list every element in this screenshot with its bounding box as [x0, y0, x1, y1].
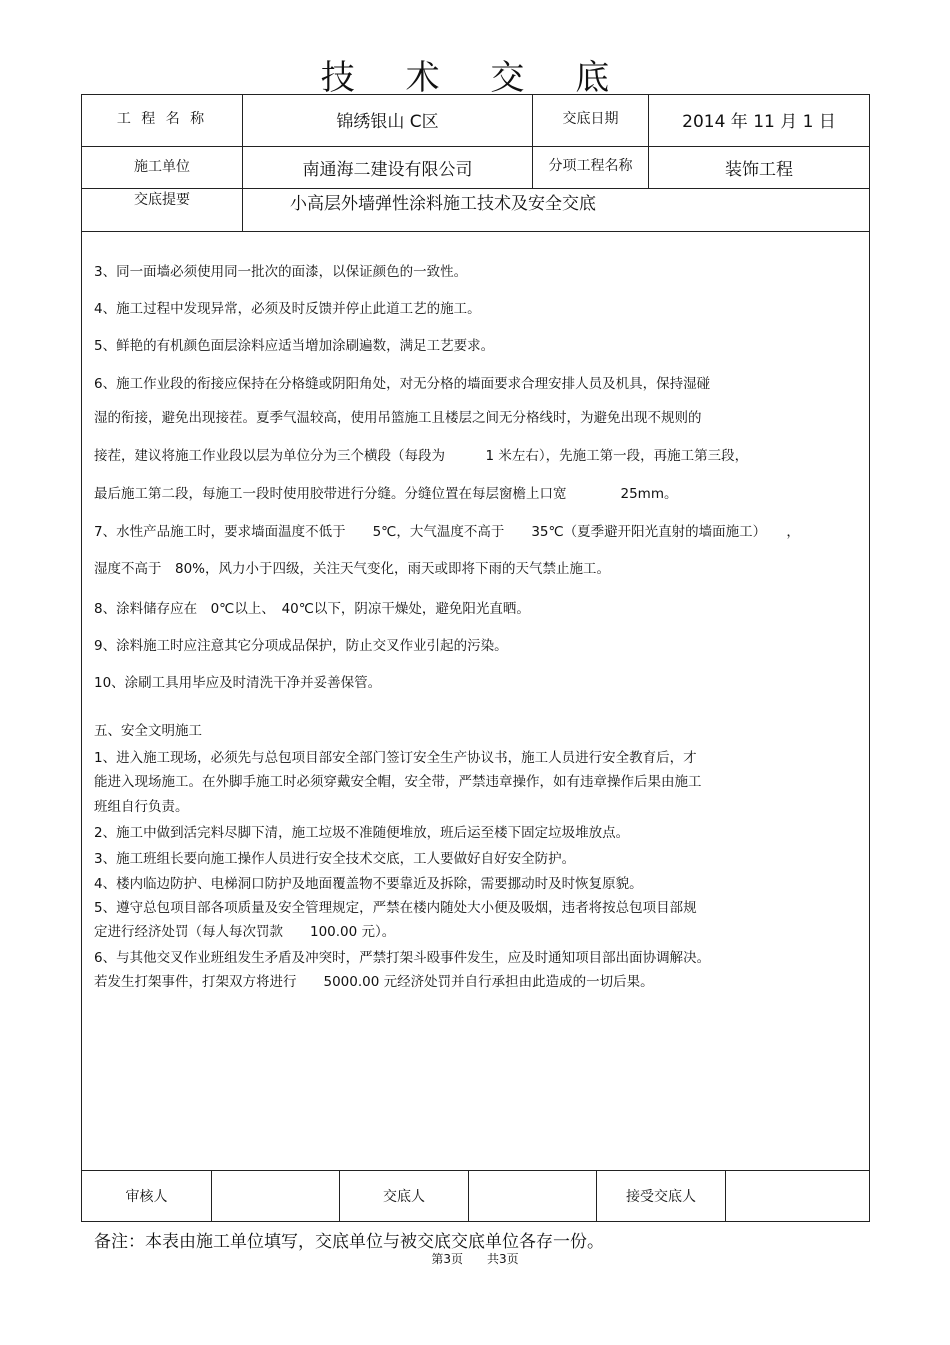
sub-project-value: 装饰工程 [725, 159, 793, 180]
body-line: 3、同一面墙必须使用同一批次的面漆，以保证颜色的一致性。 [94, 264, 468, 280]
body-line: 10、涂刷工具用毕应及时清洗干净并妥善保管。 [94, 675, 382, 691]
body-line: 定进行经济处罚（每人每次罚款 100.00 元）。 [94, 924, 396, 940]
body-line: 湿度不高于 80%，风力小于四级，关注天气变化，雨天或即将下雨的天气禁止施工。 [94, 561, 611, 577]
body-line: 1、进入施工现场，必须先与总包项目部安全部门签订安全生产协议书，施工人员进行安全教育后，才 [94, 750, 697, 766]
body-line: 8、涂料储存应在 0℃以上、 40℃以下，阴凉干燥处，避免阳光直晒。 [94, 601, 530, 617]
discloser-label: 交底人 [383, 1189, 425, 1205]
body-line: 班组自行负责。 [94, 799, 189, 815]
body-line: 7、水性产品施工时，要求墙面温度不低于 5℃，大气温度不高于 35℃（夏季避开阳光直射的墙面施工） ， [94, 524, 800, 540]
body-line: 接茬，建议将施工作业段以层为单位分为三个横段（每段为 1 米左右），先施工第一段，再施工第三段， [94, 448, 749, 464]
sub-project-label: 分项工程名称 [548, 158, 633, 174]
date-value: 2014 年 11 月 1 日 [682, 111, 836, 132]
receiver-label: 接受交底人 [626, 1189, 696, 1205]
discloser-value [469, 1171, 596, 1221]
project-name-value: 锦绣银山 C区 [336, 112, 439, 132]
body-line: 最后施工第二段，每施工一段时使用胶带进行分缝。分缝位置在每层窗檐上口宽 25mm。 [94, 486, 678, 502]
unit-label: 施工单位 [134, 159, 190, 175]
page-number: 第3页 共3页 [431, 1252, 519, 1266]
body-line: 3、施工班组长要向施工操作人员进行安全技术交底，工人要做好自好安全防护。 [94, 851, 576, 867]
summary-value: 小高层外墙弹性涂料施工技术及安全交底 [290, 194, 596, 214]
summary-label: 交底提要 [134, 192, 190, 208]
header-divider-3 [81, 231, 870, 232]
body-line: 4、施工过程中发现异常，必须及时反馈并停止此道工艺的施工。 [94, 301, 481, 317]
reviewer-value [212, 1171, 339, 1221]
reviewer-label: 审核人 [125, 1189, 168, 1205]
receiver-value [726, 1171, 869, 1221]
body-line: 5、鲜艳的有机颜色面层涂料应适当增加涂刷遍数，满足工艺要求。 [94, 338, 495, 354]
project-name-label: 工 程 名 称 [116, 110, 208, 127]
document-title: 技 术 交 底 [320, 58, 630, 98]
body-line: 5、遵守总包项目部各项质量及安全管理规定，严禁在楼内随处大小便及吸烟，违者将按总包项目部规 [94, 900, 697, 916]
body-line: 9、涂料施工时应注意其它分项成品保护，防止交叉作业引起的污染。 [94, 638, 508, 654]
body-line: 湿的衔接，避免出现接茬。夏季气温较高，使用吊篮施工且楼层之间无分格线时，为避免出现不规则的 [94, 410, 702, 426]
section-heading: 五、安全文明施工 [94, 723, 202, 739]
body-line: 6、施工作业段的衔接应保持在分格缝或阴阳角处，对无分格的墙面要求合理安排人员及机具，保持湿碰 [94, 376, 711, 392]
date-label: 交底日期 [562, 110, 619, 127]
remark-note: 备注：本表由施工单位填写，交底单位与被交底交底单位各存一份。 [94, 1232, 604, 1252]
body-line: 若发生打架事件，打架双方将进行 5000.00 元经济处罚并自行承担由此造成的一切后果。 [94, 974, 654, 990]
body-line: 6、与其他交叉作业班组发生矛盾及冲突时，严禁打架斗殴事件发生，应及时通知项目部出面协调解决。 [94, 950, 711, 966]
body-line: 2、施工中做到活完料尽脚下清，施工垃圾不准随便堆放，班后运至楼下固定垃圾堆放点。 [94, 825, 630, 841]
unit-value: 南通海二建设有限公司 [302, 159, 473, 180]
body-line: 能进入现场施工。在外脚手施工时必须穿戴安全帽，安全带，严禁违章操作，如有违章操作后果由施工 [94, 774, 702, 790]
body-line: 4、楼内临边防护、电梯洞口防护及地面覆盖物不要靠近及拆除，需要挪动时及时恢复原貌。 [94, 876, 643, 892]
